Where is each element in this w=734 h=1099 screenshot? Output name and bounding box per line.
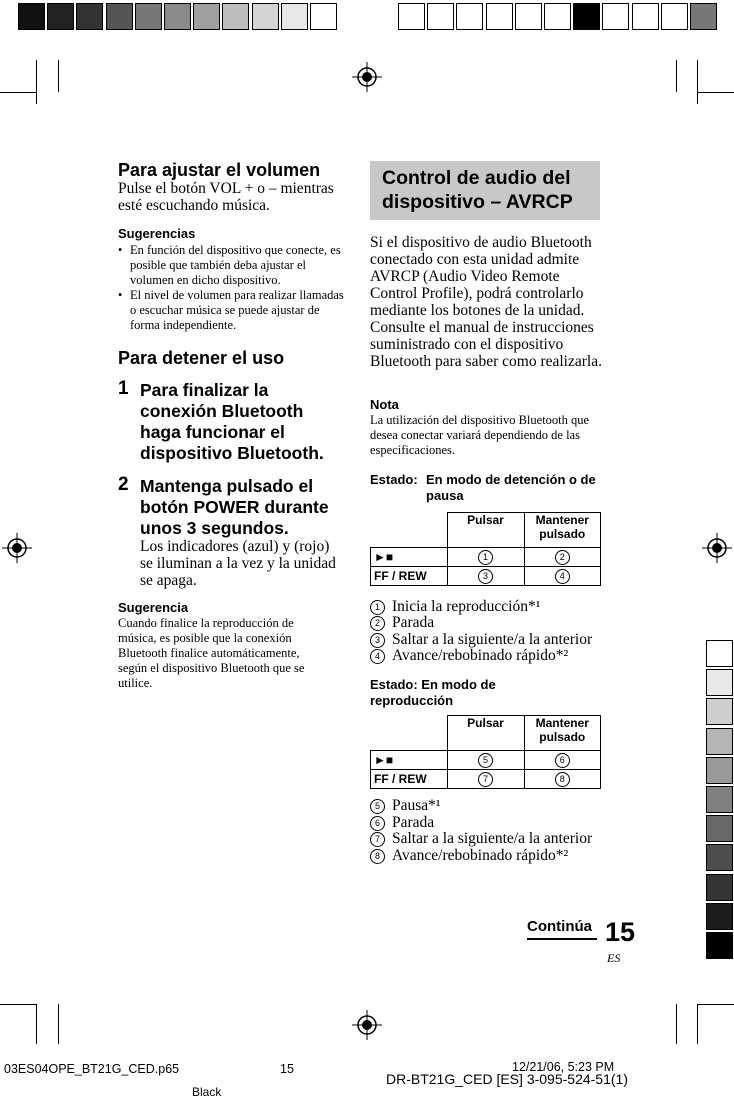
cell-marker: 8 [555,772,570,787]
volume-body: Pulse el botón VOL + o – mientras esté escuchando música. [118,180,334,214]
color-swatch [661,3,688,30]
color-swatch [281,3,308,30]
color-swatch [164,3,191,30]
color-swatch [515,3,542,30]
color-swatch [632,3,659,30]
color-swatch [135,3,162,30]
color-swatch [456,3,483,30]
registration-mark-icon [2,533,32,563]
footer-model: DR-BT21G_CED [ES] 3-095-524-51(1) [386,1071,628,1087]
section-title: Control de audio del dispositivo – AVRCP [370,161,600,220]
cell-marker: 7 [478,772,493,787]
color-swatch [706,698,733,725]
color-swatch [544,3,571,30]
color-swatch [427,3,454,30]
tip-item: • El nivel de volumen para realizar llamadas o escuchar música se puede ajustar de forma independiente. [118,288,344,332]
step-1-text: Para finalizar la conexión Bluetooth haga funcionar el dispositivo Bluetooth. [140,380,324,463]
color-swatch [193,3,220,30]
volume-heading: Para ajustar el volumen [118,160,321,180]
tips-heading: Sugerencias [118,226,196,241]
color-swatch [398,3,425,30]
ff-rew-label: FF / REW [371,567,448,586]
tip-item: • En función del dispositivo que conecte, es posible que también deba ajustar el volumen en dicho dispositivo. [118,243,341,287]
stop-heading: Para detener el uso [118,348,285,368]
color-swatch [706,903,733,930]
color-swatch [106,3,133,30]
col-press: Pulsar [447,513,524,548]
control-table-stopped [370,512,601,586]
registration-mark-icon [352,62,382,92]
footer-file: 03ES04OPE_BT21G_CED.p65 [4,1062,180,1076]
control-table-playing [370,715,601,789]
tip-heading: Sugerencia [118,600,189,615]
footer-page: 15 [280,1062,294,1076]
play-stop-label: ►■ [371,548,448,567]
color-swatch [706,844,733,871]
color-swatch [706,932,733,959]
page-number: 15 [605,917,636,947]
color-swatch [486,3,513,30]
color-swatch [706,669,733,696]
continues-label: Continúa [527,918,592,935]
registration-mark-icon [352,1010,382,1040]
step-1-number: 1 [118,378,129,399]
step-2-number: 2 [118,474,129,495]
color-swatch [690,3,717,30]
color-swatch [573,3,600,30]
col-press: Pulsar [447,716,524,751]
col-hold: Mantener pulsado [524,513,601,548]
color-swatch [706,874,733,901]
color-swatch [706,728,733,755]
color-swatch [706,815,733,842]
registration-mark-icon [702,533,732,563]
cell-marker: 6 [555,753,570,768]
step-2-detail: Los indicadores (azul) y (rojo) se iluminan a la vez y la unidad se apaga. [140,538,336,589]
list-item: 1 Inicia la reproducción*¹ [370,598,540,615]
list-item: 6 Parada [370,814,434,831]
color-swatch [252,3,279,30]
tip-body: Cuando finalice la reproducción de música, es posible que la conexión Bluetooth finalice automáticamente, según el dispositivo Bluetooth que se utilice. [118,616,305,690]
list-item: 5 Pausa*¹ [370,797,441,814]
cell-marker: 4 [555,569,570,584]
continues-underline [527,938,597,940]
ff-rew-label: FF / REW [371,770,448,789]
footer-datetime: 12/21/06, 5:23 PM [512,1060,615,1074]
col-hold: Mantener pulsado [524,716,601,751]
list-item: 3 Saltar a la siguiente/a la anterior [370,631,592,648]
footer-color: Black [192,1085,222,1099]
list-item: 4 Avance/rebobinado rápido*² [370,647,568,664]
list-item: 2 Parada [370,614,434,631]
play-stop-label: ►■ [371,751,448,770]
list-item: 8 Avance/rebobinado rápido*² [370,847,568,864]
tips-list [118,243,346,333]
color-swatch [602,3,629,30]
color-swatch [310,3,337,30]
color-swatch [222,3,249,30]
state-2-heading: Estado: En modo de reproducción [370,677,496,708]
page-lang: ES [607,951,621,965]
cell-marker: 2 [555,550,570,565]
cell-marker: 3 [478,569,493,584]
color-swatch [706,786,733,813]
state-1-heading: Estado: En modo de detención o de pausa [370,472,596,503]
step-2-text: Mantenga pulsado el botón POWER durante unos 3 segundos. [140,476,329,538]
color-swatch [47,3,74,30]
color-swatch [706,757,733,784]
intro-text: Si el dispositivo de audio Bluetooth conectado con esta unidad admite AVRCP (Audio Video Remote Control Profile), podrá controlarlo mediante los botones de la unidad. Consulte el manual de instrucciones suministrado con el dispositivo Bluetooth para saber como realizarla. [370,234,602,370]
color-swatch [18,3,45,30]
color-swatch [76,3,103,30]
cell-marker: 5 [478,753,493,768]
note-body: La utilización del dispositivo Bluetooth que desea conectar variará dependiendo de las especificaciones. [370,413,590,457]
cell-marker: 1 [478,550,493,565]
note-heading: Nota [370,397,399,412]
color-swatch [706,640,733,667]
list-item: 7 Saltar a la siguiente/a la anterior [370,830,592,847]
